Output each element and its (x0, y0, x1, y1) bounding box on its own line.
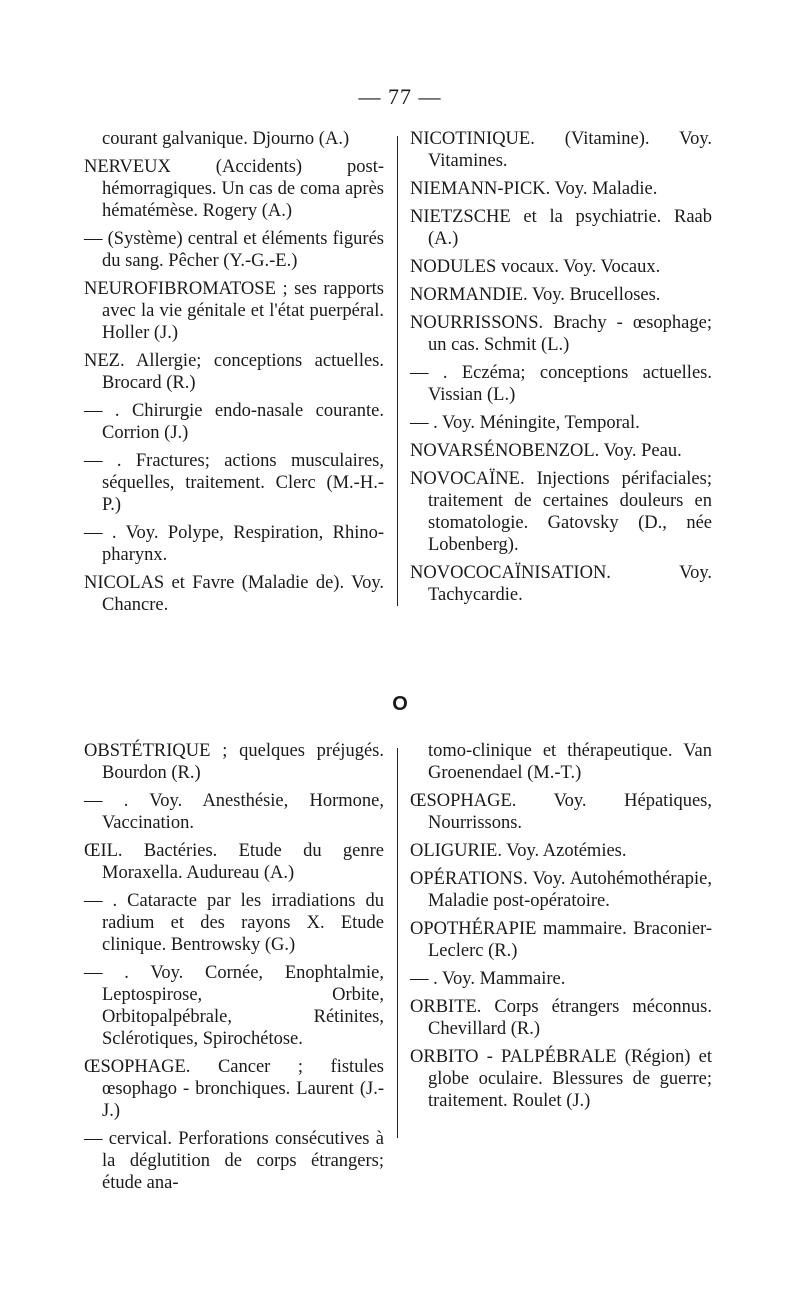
index-entry: courant galvanique. Djourno (A.) (102, 129, 350, 149)
column-divider (397, 136, 398, 606)
index-entry: NOVOCAÏNE. Injections périfaciales; traitement de certaines douleurs en stomatologie. Gatovsky (D., née Lobenberg). (410, 469, 712, 555)
index-entry: — . Cataracte par les irradiations du radium et des rayons X. Etude clinique. Bentrowsky (G.) (84, 891, 384, 955)
top-section (0, 128, 800, 618)
index-entry: NORMANDIE. Voy. Brucelloses. (410, 285, 661, 305)
index-entry: — . Chirurgie endo-nasale courante. Corrion (J.) (84, 401, 384, 443)
index-entry: OPÉRATIONS. Voy. Autohémothérapie, Maladie post-opératoire. (410, 869, 712, 911)
index-entry: — . Voy. Polype, Respiration, Rhino-pharynx. (84, 523, 384, 565)
index-entry: — . Fractures; actions musculaires, séquelles, traitement. Clerc (M.-H.-P.) (84, 451, 384, 515)
top-right-column (410, 128, 712, 612)
index-entry: NERVEUX (Accidents) post-hémorragiques. Un cas de coma après hématémèse. Rogery (A.) (84, 157, 384, 221)
index-entry: OBSTÉTRIQUE ; quelques préjugés. Bourdon (R.) (84, 741, 384, 783)
index-entry: NICOTINIQUE. (Vitamine). Voy. Vitamines. (410, 129, 712, 171)
index-entry: NEZ. Allergie; conceptions actuelles. Brocard (R.) (84, 351, 384, 393)
index-entry: NICOLAS et Favre (Maladie de). Voy. Chancre. (84, 573, 384, 615)
bottom-right-column (410, 740, 712, 1118)
index-entry: NIEMANN-PICK. Voy. Maladie. (410, 179, 658, 199)
page-number: — 77 — (358, 84, 442, 109)
column-divider (397, 748, 398, 1138)
index-entry: NODULES vocaux. Voy. Vocaux. (410, 257, 661, 277)
section-letter: O (392, 693, 408, 715)
index-entry: NEUROFIBROMATOSE ; ses rapports avec la vie génitale et l'état puerpéral. Holler (J.) (84, 279, 384, 343)
index-entry: — . Eczéma; conceptions actuelles. Vissian (L.) (410, 363, 712, 405)
bottom-section (0, 740, 800, 1193)
index-entry: — . Voy. Méningite, Temporal. (410, 413, 640, 433)
index-entry: — . Voy. Cornée, Enophtalmie, Leptospirose, Orbite, Orbitopalpébrale, Rétinites, Sclérotiques, Spirochétose. (84, 963, 384, 1049)
index-entry: — cervical. Perforations consécutives à la déglutition de corps étrangers; étude ana- (84, 1129, 384, 1193)
index-entry: ORBITO - PALPÉBRALE (Région) et globe oculaire. Blessures de guerre; traitement. Roulet (J.) (410, 1047, 712, 1111)
index-entry: ŒSOPHAGE. Cancer ; fistules œsophago - bronchiques. Laurent (J.-J.) (84, 1057, 384, 1121)
index-entry: ŒSOPHAGE. Voy. Hépatiques, Nourrissons. (410, 791, 712, 833)
index-entry: NOVOCOCAÏNISATION. Voy. Tachycardie. (410, 563, 712, 605)
index-entry: — (Système) central et éléments figurés du sang. Pêcher (Y.-G.-E.) (84, 229, 384, 271)
index-entry: NOURRISSONS. Brachy - œsophage; un cas. Schmit (L.) (410, 313, 712, 355)
index-entry: NIETZSCHE et la psychiatrie. Raab (A.) (410, 207, 712, 249)
index-entry: ORBITE. Corps étrangers méconnus. Chevillard (R.) (410, 997, 712, 1039)
index-entry: — . Voy. Anesthésie, Hormone, Vaccination. (84, 791, 384, 833)
top-left-column (84, 128, 384, 622)
index-entry: tomo-clinique et thérapeutique. Van Groenendael (M.-T.) (428, 741, 712, 783)
index-entry: OPOTHÉRAPIE mammaire. Braconier-Leclerc (R.) (410, 919, 712, 961)
index-entry: ŒIL. Bactéries. Etude du genre Moraxella. Audureau (A.) (84, 841, 384, 883)
bottom-left-column (84, 740, 384, 1200)
index-entry: OLIGURIE. Voy. Azotémies. (410, 841, 627, 861)
index-entry: — . Voy. Mammaire. (410, 969, 566, 989)
index-entry: NOVARSÉNOBENZOL. Voy. Peau. (410, 441, 682, 461)
